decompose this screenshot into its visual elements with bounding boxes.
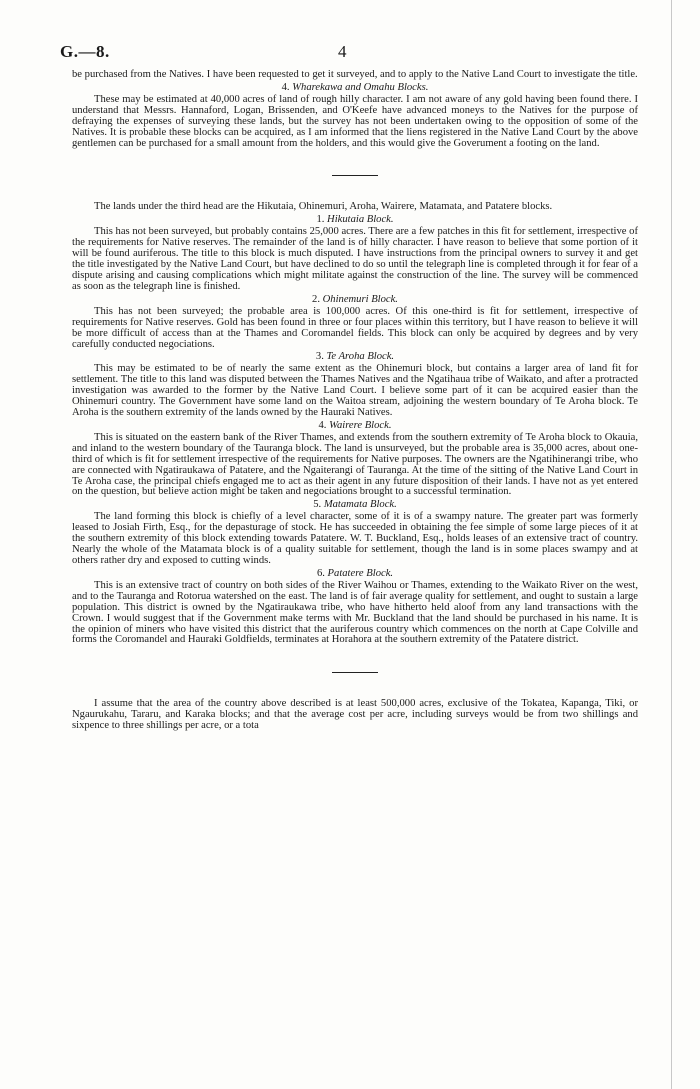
heading-wairere [72, 420, 638, 432]
paragraph-matamata: The land forming this block is chiefly of a level character, some of it is of a swampy nature. The greater part was formerly leased to Josiah Firth, Esq., for the depasturage of stock. He has succeeded in obtaining the fee simple of some large pieces of it at the southern extremity of this block extending towards Patatere. W. T. Buckland, Esq., holds leases of an extensive tract of country. Nearly the whole of the Matamata block is of a quality suitable for settlement, though the land is in some places swampy and at others rather dry and exposed to cutting winds. [72, 511, 638, 566]
intro-paragraph: be purchased from the Natives. I have been requested to get it surveyed, and to apply to the Native Land Court to investigate the title. [72, 69, 638, 80]
section-divider [332, 175, 378, 176]
heading-patatere [72, 568, 638, 580]
heading-number: 2. [312, 293, 320, 305]
heading-number: 3. [315, 351, 324, 363]
heading-number: 4. [281, 81, 290, 93]
document-page [60, 36, 638, 732]
closing-paragraph: I assume that the area of the country above described is at least 500,000 acres, exclusive of the Tokatea, Kapanga, Tiki, or Ngaurukahu, Tararu, and Karaka blocks; and that the average cost per acre, including surveys would be from two shillings and sixpence to three shillings per acre, or a tota [72, 698, 638, 732]
heading-ohinemuri [72, 294, 638, 306]
heading-title: Ohinemuri Block. [322, 293, 398, 305]
heading-number: 5. [313, 499, 322, 511]
paragraph-ohinemuri: This has not been surveyed; the probable area is 100,000 acres. Of this one-third is fit for settlement, irrespective of requirements for Native reserves. Gold has been found in three or four places within this territory, but I have reason to believe it will be more difficult of access than at the Thames and Coromandel fields. This block can only be acquired by degrees and by very carefully conducted negociations. [72, 305, 638, 350]
paragraph-wharekawa: These may be estimated at 40,000 acres of land of rough hilly character. I am not aware of any gold having been found there. I understand that Messrs. Hannaford, Logan, Brissenden, and O'Keefe have advanced moneys to the Natives for the purpose of defraying the expenses of surveying these lands, but the survey has not been undertaken owing to the opposition of some of the Natives. It is probable these blocks can be acquired, as I am informed that the liens registered in the Native Land Court by the above gentlemen can be purchased for a small amount from the holders, and this would give the Goverument a footing on the land. [72, 93, 638, 149]
heading-te-aroha [72, 351, 638, 363]
heading-hikutaia [72, 214, 638, 226]
heading-number: 4. [318, 419, 327, 431]
heading-title: Te Aroha Block. [326, 351, 395, 363]
heading-wharekawa [72, 82, 638, 94]
paragraph-patatere: This is an extensive tract of country on both sides of the River Waihou or Thames, extending to the Waikato River on the west, and to the Tauranga and Rotorua watershed on the east. The land is of fair average quality for settlement, and ought to sustain a large population. This district is owned by the Ngatiraukawa tribe, who have hitherto held aloof from any land transactions with the Crown. I would suggest that if the Government make terms with Mr. Buckland that the land should be purchased in his name. It is the opinion of miners who have visited this district that the auriferous country which commences on the north at Cape Colville and forms the Coromandel and Hauraki Goldfields, terminates at Horahora at the southern extremity of the Patatere district. [72, 579, 638, 646]
paragraph-hikutaia: This has not been surveyed, but probably contains 25,000 acres. There are a few patches in this fit for settlement, irrespective of the requirements for Native reserves. The remainder of the land is of hilly character. I have reason to believe that some portion of it will be found auriferous. The title to this block is much disputed. I have instructions from the principal owners to survey it and get the title investigated by the Native Land Court, but have declined to do so until the telegraph line is completed through it for fear of a dispute arising and causing complications which might militate against the construction of the line. The survey will be commenced as soon as the telegraph line is finished. [72, 226, 638, 292]
heading-number: 6. [316, 567, 325, 579]
third-head-intro: The lands under the third head are the Hikutaia, Ohinemuri, Aroha, Wairere, Matamata, and Patatere blocks. [94, 201, 553, 213]
heading-title: Wharekawa and Omahu Blocks. [292, 81, 429, 93]
heading-title: Wairere Block. [329, 419, 392, 431]
paragraph-te-aroha: This may be estimated to be of nearly the same extent as the Ohinemuri block, but contains a larger area of land fit for settlement. The title to this land was disputed between the Thames Natives and the Ngatihaua tribe of Waikato, and after a protracted investigation was awarded to the former by the Native Land Court. I believe some part of it can be acquired easier than the Ohinemuri country. The Government have some land on the Waitoa stream, adjoining the western boundary of Te Aroha block. Te Aroha is the southern extremity of the lands owned by the Hauraki Natives. [72, 363, 638, 419]
section-divider [332, 672, 378, 673]
heading-title: Matamata Block. [323, 499, 397, 511]
page-number: 4 [338, 42, 347, 61]
paragraph-wairere: This is situated on the eastern bank of the River Thames, and extends from the southern extremity of Te Aroha block to Okauia, and inland to the western boundary of the Tauranga block. The land is unsurveyed, but the probable area is 35,000 acres, about one-third of which is fit for settlement irrespective of the requirements for Native purposes. The owners are the Ngatihinerangi tribe, who are connected with Ngatiraukawa of Patatere, and the Ngaiterangi of Tauranga. At the time of the sitting of the Native Land Court in Te Aroha case, the principal chiefs engaged me to act as their agent in any future disposition of their lands. I have not as yet entered on the question, but believe action might be taken and negociations brought to a successful termination. [72, 431, 638, 498]
heading-title: Patatere Block. [327, 567, 394, 579]
heading-number: 1. [316, 214, 325, 226]
page-edge-mark [671, 0, 672, 1089]
heading-title: Hikutaia Block. [327, 214, 394, 226]
document-reference: G.—8. [60, 42, 110, 61]
heading-matamata [72, 499, 638, 511]
page-header [60, 36, 638, 66]
